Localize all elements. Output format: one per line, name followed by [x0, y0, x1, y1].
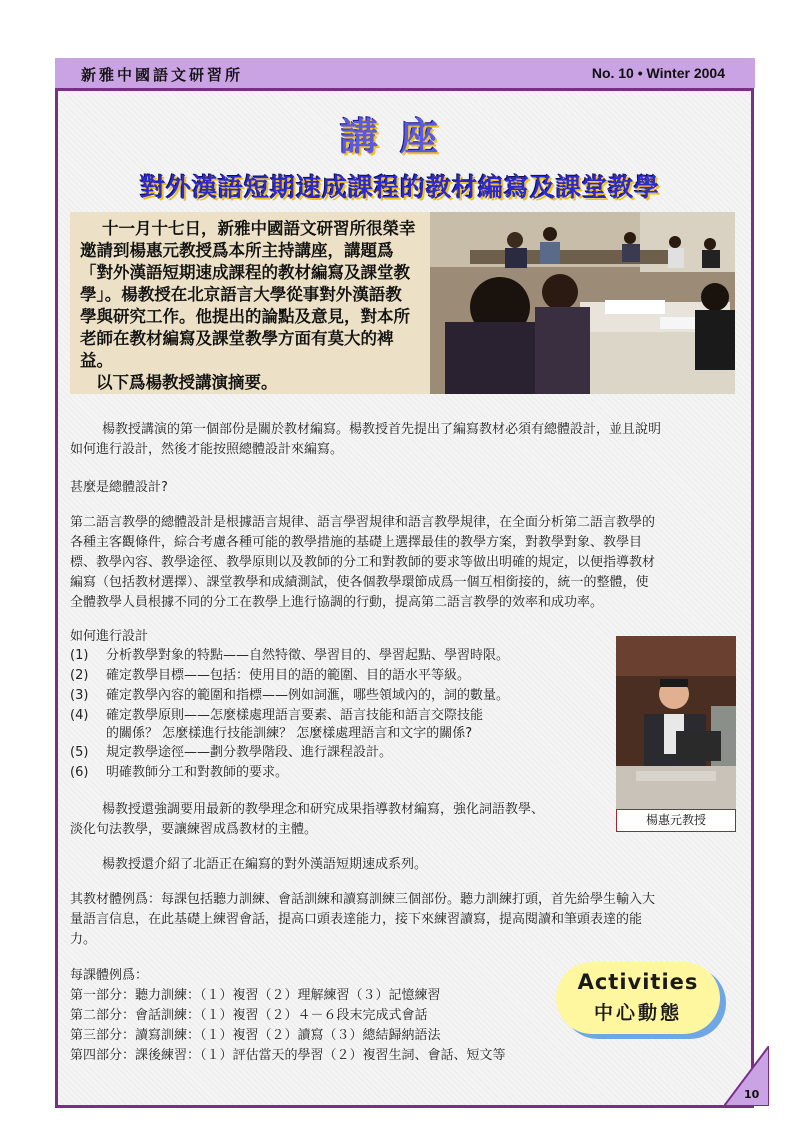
list-item [70, 763, 288, 783]
list-item [70, 724, 472, 744]
list-item [70, 666, 470, 686]
text-line: 第二語言教學的總體設計是根據語言規律、語言學習規律和語言教學規律，在全面分析第二語言教學的 [70, 515, 656, 530]
intro-line: 學與研究工作。他提出的論點及意見，對本所 [80, 307, 410, 326]
list-number: (4) [70, 708, 89, 723]
lesson-list [70, 986, 550, 1066]
list-number: (6) [70, 765, 89, 780]
badge-english: Activities [577, 970, 699, 994]
list-text: 確定教學內容的範圍和指標——例如詞滙，哪些領域內的，詞的數量。 [106, 688, 510, 703]
lesson-line: 第一部分：聽力訓練：（１）複習（２）理解練習（３）記憶練習 [70, 988, 441, 1003]
text-line: 量語言信息，在此基礎上練習會話，提高口頭表達能力，接下來練習讀寫，提高閱讀和筆頭表達的能 [70, 912, 643, 927]
list-number: (1) [70, 648, 89, 663]
list-item [70, 706, 483, 726]
list-number: (5) [70, 745, 89, 760]
page-subtitle: 對外漢語短期速成課程的教材編寫及課堂教學 [139, 173, 660, 202]
list-text: 分析教學對象的特點——自然特徵、學習目的、學習起點、學習時限。 [106, 648, 510, 663]
list-text: 的關係？ 怎麼樣進行技能訓練？ 怎麼樣處理語言和文字的關係? [106, 726, 473, 741]
intro-line: 益。 [80, 351, 113, 370]
intro-line: 學」。楊教授在北京語言大學從事對外漢語教 [80, 285, 402, 304]
list-number: (3) [70, 688, 89, 703]
photo-caption: 楊惠元教授 [616, 809, 736, 832]
speaker-photo [616, 636, 736, 809]
intro-line: 「對外漢語短期速成課程的教材編寫及課堂教 [80, 263, 410, 282]
intro-text [80, 218, 430, 394]
text-line: 標、教學內容、教學途徑、教學原則以及教師的分工和對教師的要求等做出明確的規定，以便指導教材 [70, 555, 656, 570]
intro-line: 十一月十七日，新雅中國語文研習所很榮幸 [102, 219, 416, 238]
paragraph-4: 楊教授還介紹了北語正在編寫的對外漢語短期速成系列。 [102, 857, 428, 872]
text-line: 各種主客觀條件，綜合考慮各種可能的教學措施的基礎上選擇最佳的教學方案，對教學對象、教學目 [70, 535, 643, 550]
list-text: 規定教學途徑——劃分教學階段、進行課程設計。 [106, 745, 393, 760]
page-number: 10 [744, 1088, 760, 1101]
text-line: 楊教授還強調要用最新的教學理念和研究成果指導教材編寫，強化詞語教學、 [102, 802, 545, 817]
lecture-photo [430, 212, 735, 394]
paragraph-5 [70, 890, 745, 950]
intro-line: 老師在教材編寫及課堂教學方面有莫大的裨 [80, 329, 394, 348]
issue-label: No. 10 • Winter 2004 [591, 65, 725, 81]
lesson-heading: 每課體例爲： [70, 968, 149, 983]
badge-chinese: 中心動態 [593, 1002, 682, 1024]
question-heading: 甚麼是總體設計? [70, 480, 168, 495]
page-title: 講座 [339, 114, 460, 159]
text-line: 其教材體例爲：每課包括聽力訓練、會話訓練和讀寫訓練三個部份。聽力訓練打頭，首先給學生輸入大 [70, 892, 656, 907]
lesson-line: 第四部分：課後練習：（１）評估當天的學習（２）複習生詞、會話、短文等 [70, 1048, 506, 1063]
paragraph-3 [70, 800, 610, 840]
paragraph-2 [70, 513, 745, 613]
list-item [70, 686, 509, 706]
lesson-line: 第三部分：讀寫訓練：（１）複習（２）讀寫（３）總結歸納語法 [70, 1028, 441, 1043]
text-line: 淡化句法教學，要讓練習成爲教材的主體。 [70, 822, 318, 837]
list-item [70, 646, 509, 666]
header-bar [55, 58, 755, 88]
list-text: 確定教學原則——怎麼樣處理語言要素、語言技能和語言交際技能 [106, 708, 484, 723]
text-line: 編寫（包括教材選擇）、課堂教學和成績測試，使各個教學環節成爲一個互相銜接的，統一的整體，使 [70, 575, 649, 590]
lesson-line: 第二部分：會話訓練：（１）複習（２）４－６段末完成式會話 [70, 1008, 428, 1023]
paragraph-1 [70, 420, 745, 460]
list-text: 確定教學目標——包括：使用目的語的範圍、目的語水平等級。 [106, 668, 471, 683]
list-text: 明確教師分工和對教師的要求。 [106, 765, 289, 780]
lecture-photo-image [430, 212, 735, 394]
list-number: (2) [70, 668, 89, 683]
intro-line: 邀請到楊惠元教授爲本所主持講座，講題爲 [80, 241, 394, 260]
list-heading: 如何進行設計 [70, 629, 149, 644]
text-line: 力。 [70, 932, 97, 947]
text-line: 全體教學人員根據不同的分工在教學上進行協調的行動，提高第二語言教學的效率和成功率。 [70, 595, 604, 610]
speaker-photo-image [616, 636, 736, 809]
intro-line: 以下爲楊教授講演摘要。 [96, 373, 278, 392]
list-item [70, 743, 392, 763]
text-line: 楊教授講演的第一個部份是關於教材編寫。楊教授首先提出了編寫教材必須有總體設計，並且說明 [102, 422, 662, 437]
text-line: 如何進行設計，然後才能按照總體設計來編寫。 [70, 442, 344, 457]
publication-title: 新雅中國語文研習所 [81, 66, 244, 84]
